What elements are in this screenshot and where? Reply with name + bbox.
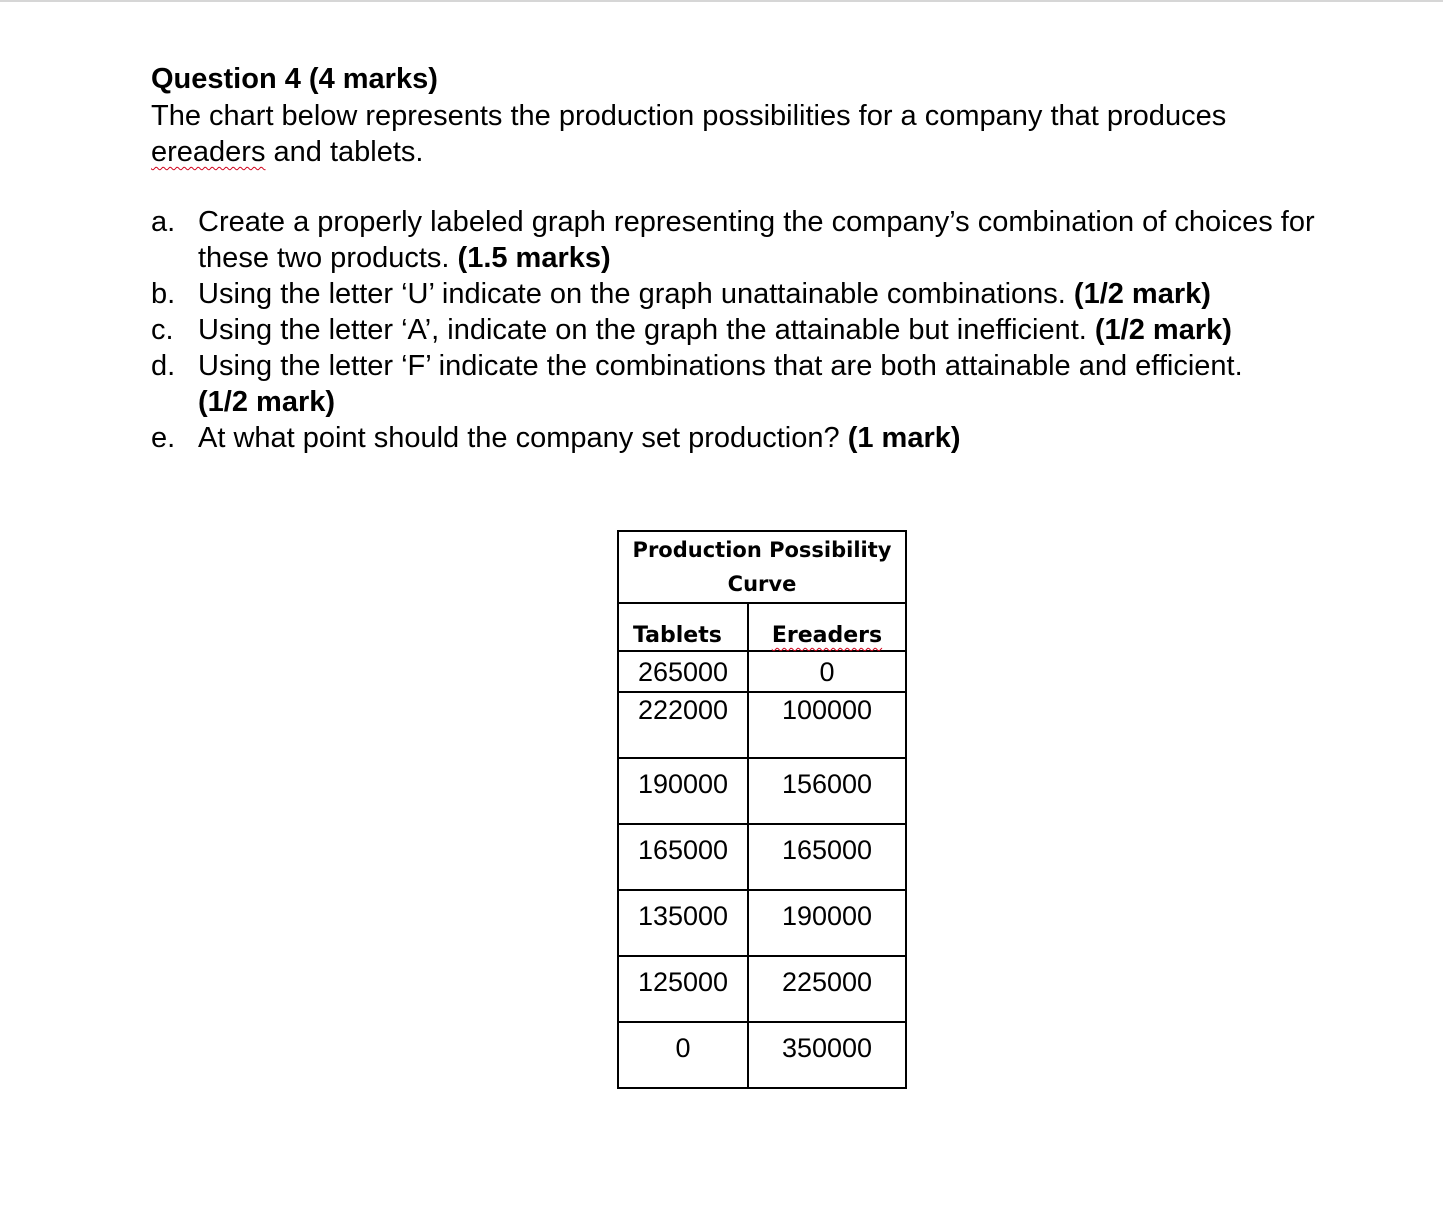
question-part-b — [151, 276, 1381, 312]
cell-ereaders: 100000 — [748, 692, 906, 758]
part-letter: a. — [151, 206, 176, 238]
cell-tablets: 135000 — [618, 890, 748, 956]
production-possibility-table — [617, 530, 907, 1089]
part-letter: d. — [151, 350, 176, 382]
document-body — [151, 60, 1381, 456]
part-marks: (1/2 mark) — [1073, 278, 1211, 310]
cell-ereaders: 190000 — [748, 890, 906, 956]
table-row — [618, 890, 906, 956]
part-text: At what point should the company set production? — [198, 422, 848, 454]
part-letter: b. — [151, 278, 176, 310]
table-caption-row — [618, 531, 906, 603]
column-header-tablets: Tablets — [618, 603, 748, 651]
part-marks: (1.5 marks) — [457, 242, 611, 274]
cell-ereaders: 225000 — [748, 956, 906, 1022]
question-part-a — [151, 204, 1381, 276]
spellcheck-flagged-word[interactable]: Ereaders — [771, 623, 883, 648]
cell-ereaders: 156000 — [748, 758, 906, 824]
question-parts-list — [151, 204, 1381, 456]
table-row — [618, 956, 906, 1022]
cell-tablets: 0 — [618, 1022, 748, 1088]
part-text: Create a properly labeled graph representing the company’s combination of choices for these two products. — [198, 206, 1315, 274]
cell-tablets: 190000 — [618, 758, 748, 824]
table-header-row — [618, 603, 906, 651]
intro-line-2: and tablets. — [265, 136, 424, 168]
cell-ereaders: 0 — [748, 651, 906, 692]
page-top-border — [0, 0, 1443, 2]
question-part-d — [151, 348, 1381, 420]
spellcheck-flagged-word[interactable]: ereaders — [151, 136, 266, 168]
table-row — [618, 824, 906, 890]
table-row — [618, 758, 906, 824]
column-header-ereaders — [748, 603, 906, 651]
table-row — [618, 692, 906, 758]
question-part-c — [151, 312, 1381, 348]
table-row — [618, 1022, 906, 1088]
part-text: Using the letter ‘U’ indicate on the graph unattainable combinations. — [198, 278, 1074, 310]
cell-ereaders: 350000 — [748, 1022, 906, 1088]
question-part-e — [151, 420, 1381, 456]
table-row — [618, 651, 906, 692]
cell-tablets: 165000 — [618, 824, 748, 890]
part-marks: (1/2 mark) — [1094, 314, 1232, 346]
part-letter: c. — [151, 314, 174, 346]
part-text: Using the letter ‘A’, indicate on the graph the attainable but inefficient. — [198, 314, 1095, 346]
cell-ereaders: 165000 — [748, 824, 906, 890]
question-intro — [151, 98, 1381, 170]
cell-tablets: 125000 — [618, 956, 748, 1022]
table-caption: Production Possibility Curve — [618, 531, 906, 603]
part-letter: e. — [151, 422, 176, 454]
part-text: Using the letter ‘F’ indicate the combinations that are both attainable and efficient. — [198, 350, 1243, 382]
question-heading: Question 4 (4 marks) — [151, 63, 438, 95]
cell-tablets: 265000 — [618, 651, 748, 692]
intro-line-1: The chart below represents the production possibilities for a company that produces — [151, 100, 1227, 132]
part-marks: (1/2 mark) — [198, 386, 336, 418]
part-marks: (1 mark) — [847, 422, 961, 454]
cell-tablets: 222000 — [618, 692, 748, 758]
